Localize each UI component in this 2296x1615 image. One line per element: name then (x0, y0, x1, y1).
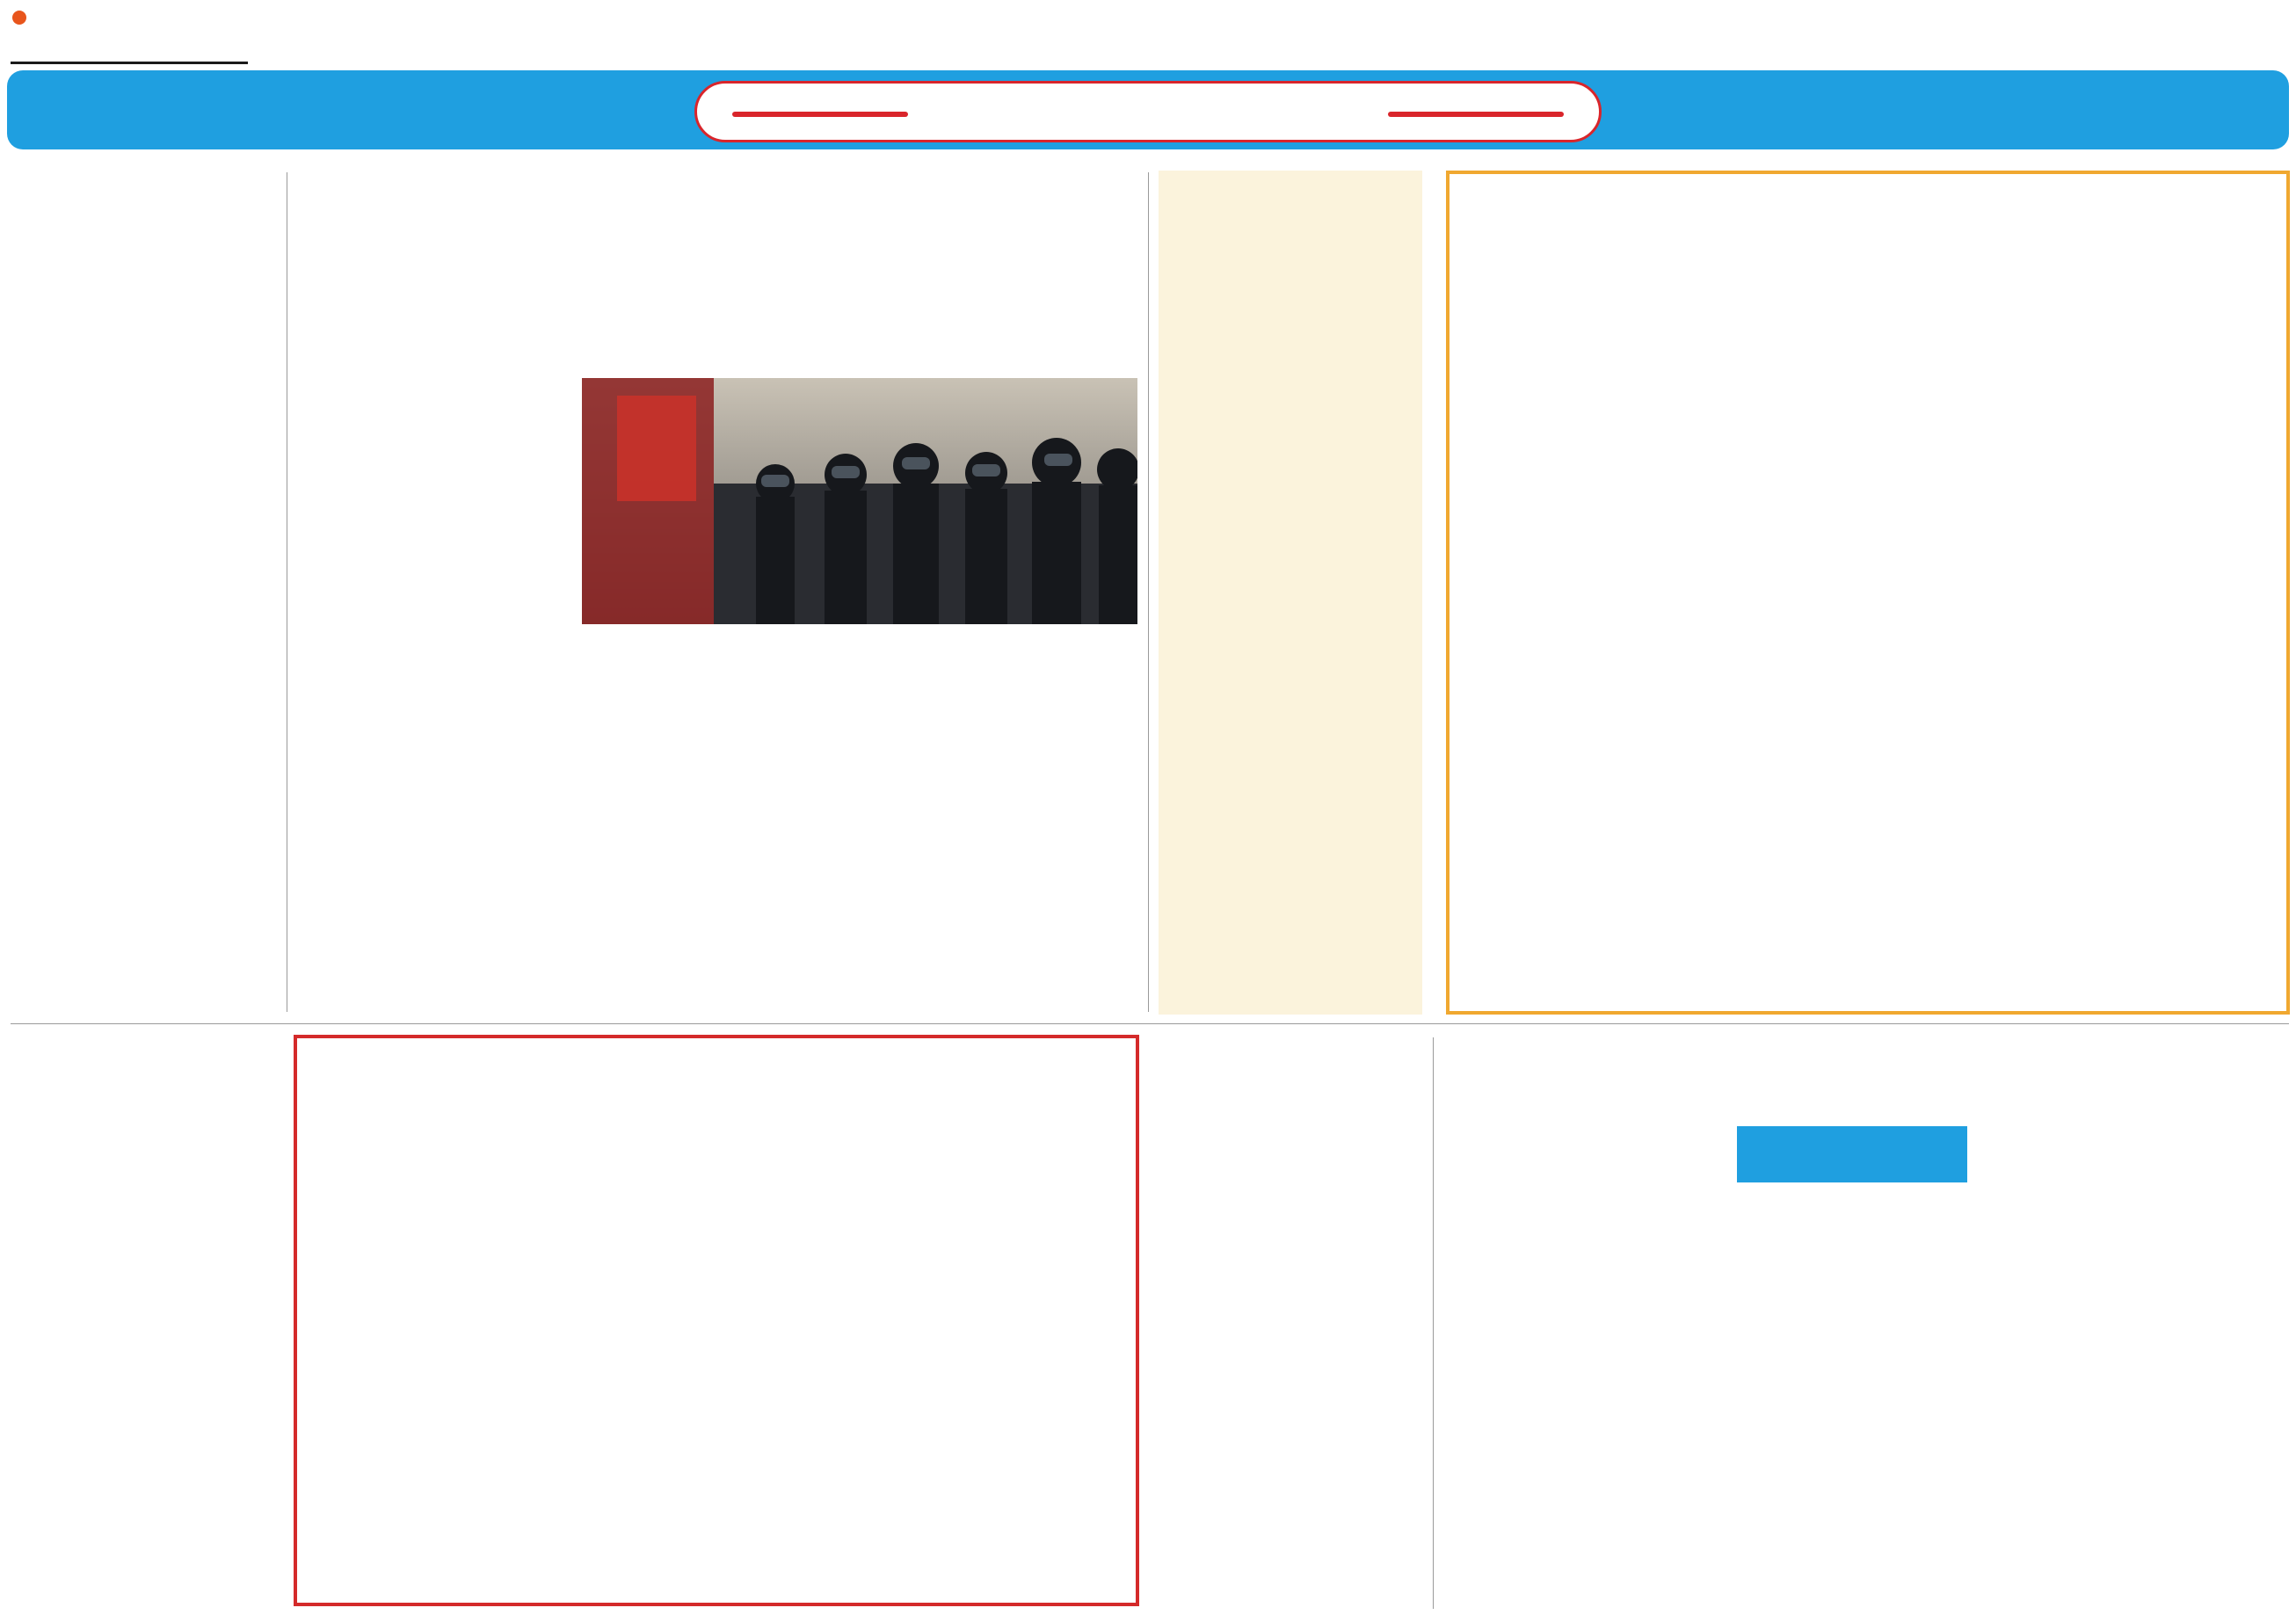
indian-body (1464, 348, 2272, 1008)
column-divider (1148, 172, 1149, 1012)
pill-left-rule (732, 112, 908, 117)
section-divider (11, 1023, 2289, 1024)
peace-byline (1737, 1126, 1967, 1182)
pill-right-rule (1388, 112, 1564, 117)
masthead-rule (11, 62, 248, 64)
iran-body (311, 1200, 1122, 1597)
trump-column-2 (582, 635, 1137, 1013)
story-vietnam (1159, 171, 1422, 1015)
story-china (11, 1037, 280, 1609)
riot-police-photo (582, 378, 1137, 624)
story-minnesota (1159, 1037, 1422, 1609)
story-iran (294, 1035, 1139, 1606)
column-divider (1433, 1037, 1434, 1609)
riot-police-photo-image (582, 378, 1137, 624)
peace-column-1 (1446, 1122, 1720, 1607)
peace-headline-block (1446, 1037, 2290, 1117)
trump-headline-block (297, 167, 1141, 369)
story-indian-community (1446, 171, 2290, 1015)
trump-column-1 (297, 378, 561, 1011)
masthead-logo-dot-icon (12, 11, 26, 25)
section-title-pill (694, 81, 1602, 142)
story-karachi (11, 172, 280, 1012)
masthead (11, 7, 257, 60)
